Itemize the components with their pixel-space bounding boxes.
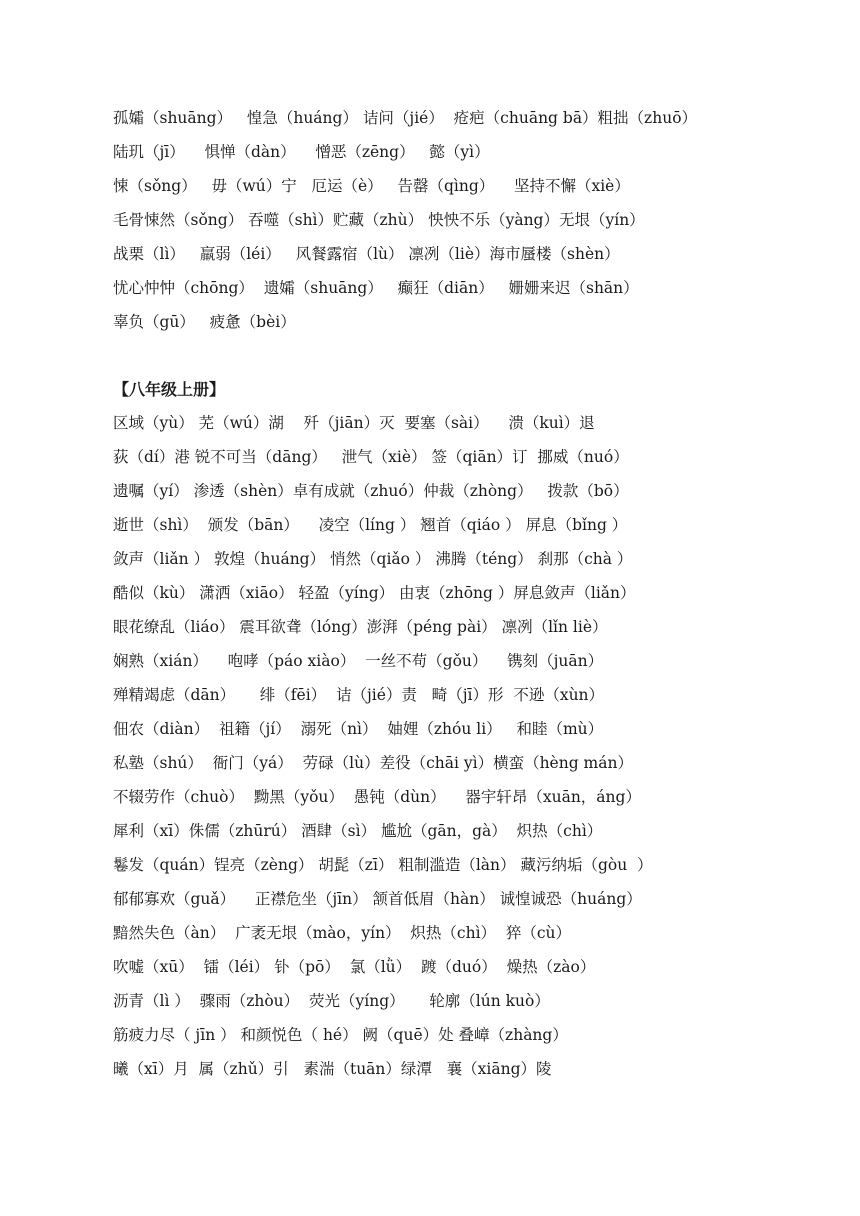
vocab-line: 逝世（shì） 颁发（bān） 凌空（líng ） 翘首（qiáo ） 屏息（bǐng ）: [113, 516, 628, 534]
vocab-line: 遗嘱（yí） 渗透（shèn）卓有成就（zhuó）仲裁（zhòng） 拨款（bō）: [113, 482, 629, 500]
vocab-line: 孤孀（shuāng） 惶急（huáng） 诘问（jié） 疮疤（chuāng bā）粗拙（zhuō）: [113, 109, 698, 127]
vocab-line: 娴熟（xián） 咆哮（páo xiào） 一丝不苟（gǒu） 镌刻（juān）: [113, 652, 604, 670]
vocab-line: 忧心忡忡（chōng） 遗孀（shuāng） 癫狂（diān） 姗姗来迟（shān）: [113, 279, 639, 297]
vocab-line: 区域（yù） 芜（wú）湖 歼（jiān）灭 要塞（sài） 溃（kuì）退: [113, 414, 595, 432]
vocab-line: 毛骨悚然（sǒng） 吞噬（shì）贮藏（zhù） 怏怏不乐（yàng）无垠（yín）: [113, 211, 645, 229]
vocab-line: 眼花缭乱（liáo） 震耳欲聋（lóng）澎湃（péng pài） 凛冽（lǐn liè）: [113, 618, 608, 636]
vocab-line: 私塾（shú） 衙门（yá） 劳碌（lù）差役（chāi yì）横蛮（hèng mán）: [113, 754, 633, 772]
vocab-line: 佃农（diàn） 祖籍（jí） 溺死（nì） 妯娌（zhóu li） 和睦（mù）: [113, 720, 604, 738]
vocab-line: 不辍劳作（chuò） 黝黑（yǒu） 愚钝（dùn） 器宇轩昂（xuān，áng）: [113, 788, 641, 806]
vocab-line: 犀利（xī）侏儒（zhūrú） 酒肆（sì） 尴尬（gān，gà） 炽热（chì）: [113, 822, 603, 840]
vocab-line: 酷似（kù） 潇洒（xiāo） 轻盈（yíng） 由衷（zhōng ）屏息敛声（liǎn）: [113, 584, 636, 602]
vocab-line: 辜负（gū） 疲惫（bèi）: [113, 313, 296, 331]
vocab-line: 吹嘘（xū） 镭（léi） 钋（pō） 氯（lǜ） 踱（duó） 燥热（zào）: [113, 958, 596, 976]
vocab-line: 筋疲力尽（ jīn ） 和颜悦色（ hé） 阙（quē）处 叠嶂（zhàng）: [113, 1026, 568, 1044]
vocab-line: 沥青（lì ） 骤雨（zhòu） 荧光（yíng） 轮廓（lún kuò）: [113, 992, 550, 1010]
vocab-line: 殚精竭虑（dān） 绯（fēi） 诘（jié）责 畸（jī）形 不逊（xùn）: [113, 686, 605, 704]
vocab-line: 悚（sǒng） 毋（wú）宁 厄运（è） 告罄（qìng） 坚持不懈（xiè）: [113, 177, 630, 195]
section-heading: 【八年级上册】: [113, 380, 226, 399]
vocab-line: 黯然失色（àn） 广袤无垠（mào，yín） 炽热（chì） 猝（cù）: [113, 924, 572, 942]
vocab-line: 郁郁寡欢（guǎ） 正襟危坐（jīn） 颔首低眉（hàn） 诚惶诚恐（huáng）: [113, 890, 642, 908]
vocab-line: 荻（dí）港 锐不可当（dāng） 泄气（xiè） 签（qiān）订 挪威（nuó）: [113, 448, 629, 466]
vocab-line: 陆玑（jī） 惧惮（dàn） 憎恶（zēng） 懿（yì）: [113, 143, 490, 161]
vocab-line: 战栗（lì） 羸弱（léi） 风餐露宿（lù） 凛冽（liè）海市蜃楼（shèn）: [113, 245, 620, 263]
vocab-line: 曦（xī）月 属（zhǔ）引 素湍（tuān）绿潭 襄（xiāng）陵: [113, 1060, 552, 1078]
vocab-line: 鬈发（quán）锃亮（zèng） 胡髭（zī） 粗制滥造（làn） 藏污纳垢（gòu ）: [113, 856, 653, 874]
vocab-line: 敛声（liǎn ） 敦煌（huáng） 悄然（qiǎo ） 沸腾（téng） 刹那（chà ）: [113, 550, 633, 568]
